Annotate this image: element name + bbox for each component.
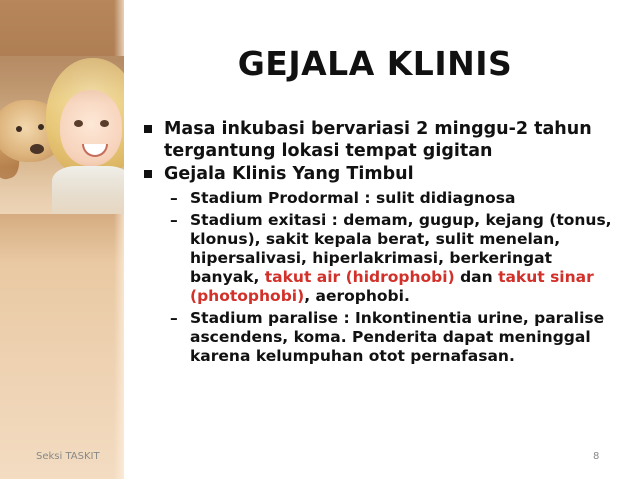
sub-bullet-exitasi xyxy=(170,211,614,306)
square-bullet-icon xyxy=(144,125,152,133)
slide-content xyxy=(144,118,614,369)
dash-bullet-icon: – xyxy=(170,211,178,229)
sub-bullet-text: Stadium paralise : Inkontinentia urine, paralise ascendens, koma. Penderita dapat meninggal karena kelumpuhan otot pernafasan. xyxy=(190,309,605,365)
highlight-photophobi: takut sinar (photophobi) xyxy=(190,268,594,305)
bullet-masa-inkubasi xyxy=(144,118,614,162)
bullet-gejala-klinis xyxy=(144,163,614,185)
sub-bullet-text: Stadium Prodormal : sulit didiagnosa xyxy=(190,189,516,207)
sub-bullet-text: Stadium exitasi : demam, gugup, kejang (tonus, klonus), sakit kepala berat, sulit menelan, hipersalivasi, hiperlakrimasi, berkeringat banyak, takut air (hidrophobi) dan takut sinar (photophobi), aerophobi. xyxy=(190,211,612,305)
dash-bullet-icon: – xyxy=(170,309,178,327)
bullet-text: Masa inkubasi bervariasi 2 minggu-2 tahun tergantung lokasi tempat gigitan xyxy=(164,119,592,161)
sub-bullet-list xyxy=(144,189,614,366)
bullet-text: Gejala Klinis Yang Timbul xyxy=(164,164,414,184)
square-bullet-icon xyxy=(144,170,152,178)
child-and-dog-photo xyxy=(0,56,124,214)
highlight-hidrophobi: takut air (hidrophobi) xyxy=(264,268,455,286)
dash-bullet-icon: – xyxy=(170,189,178,207)
sub-bullet-prodormal xyxy=(170,189,614,208)
page-number: 8 xyxy=(593,451,600,462)
sub-bullet-paralise xyxy=(170,309,614,366)
slide-title: GEJALA KLINIS xyxy=(237,44,513,83)
footer-label: Seksi TASKIT xyxy=(36,451,100,462)
